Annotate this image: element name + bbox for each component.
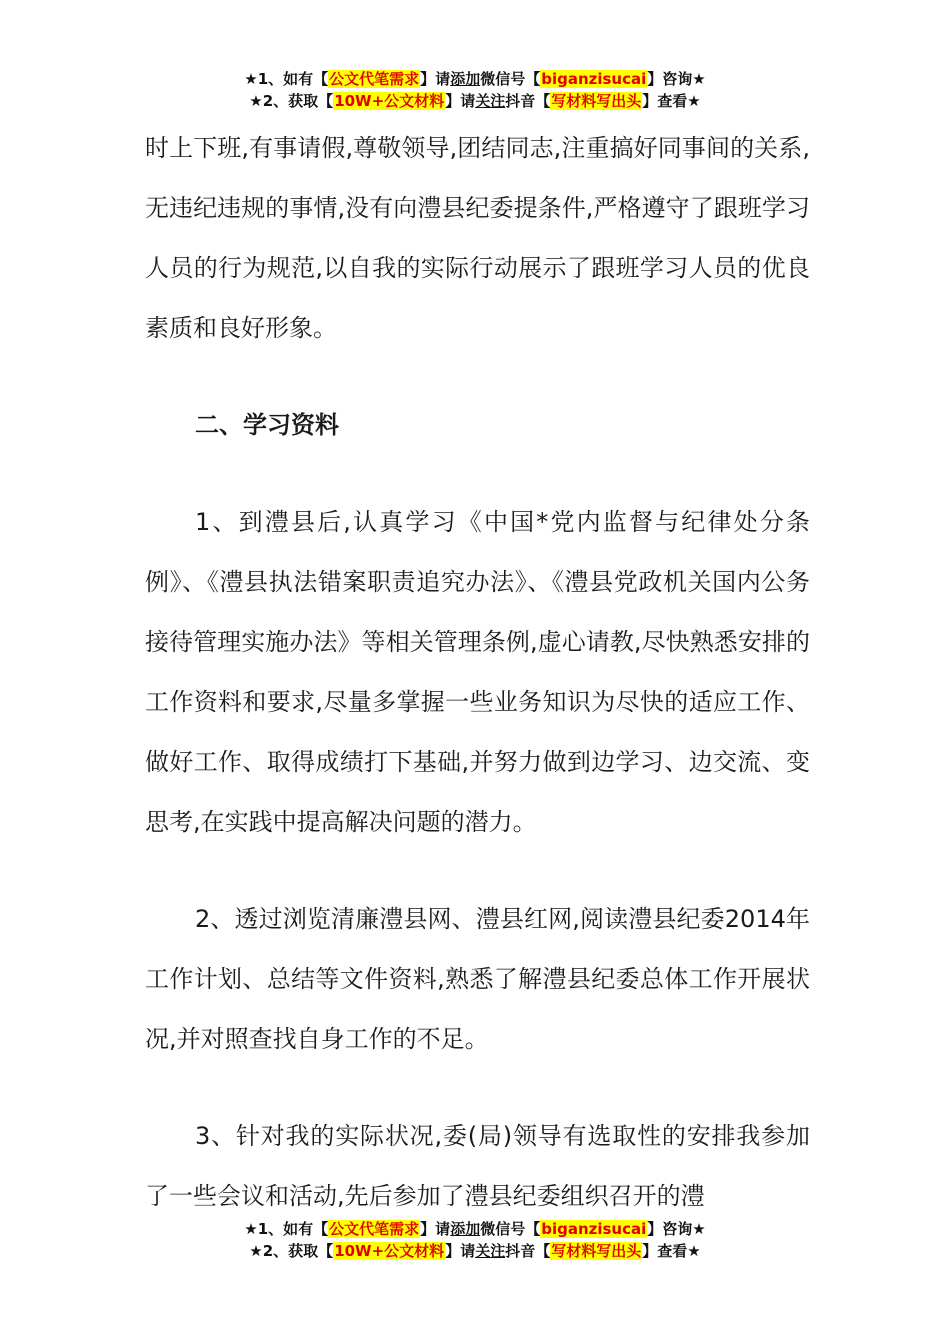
banner-text: 微信号【 [480,1220,541,1238]
banner-highlight: biganzisucai [541,1220,647,1238]
banner-text: 抖音【 [505,92,551,110]
banner-highlight: 公文代笔需求 [329,1220,420,1238]
banner-highlight: 10W+公文材料 [334,92,445,110]
banner-highlight: 公文代笔需求 [329,70,420,88]
banner-line-1 [0,1218,950,1240]
banner-text: 】请 [445,92,476,110]
banner-underlined-text: 关注 [475,92,506,110]
banner-line-2 [0,90,950,112]
banner-text: ★2、获取【 [249,1242,334,1260]
paragraph-gap [145,852,810,889]
banner-highlight: biganzisucai [541,70,647,88]
banner-line-2 [0,1240,950,1262]
section-heading: 二、学习资料 [195,411,339,439]
banner-underlined-text: 添加 [450,70,481,88]
paragraph-1: 1、到澧县后,认真学习《中国*党内监督与纪律处分条例》、《澧县执法错案职责追究办法》、《澧县党政机关国内公务接待管理实施办法》等相关管理条例,虚心请教,尽快熟悉安排的工作资料和要求,尽量多掌握一些业务知识为尽快的适应工作、做好工作、取得成绩打下基础,并努力做到边学习、边交流、变思考,在实践中提高解决问题的潜力。 [145,508,810,836]
banner-text: 抖音【 [505,1242,551,1260]
banner-text: ★2、获取【 [249,92,334,110]
banner-underlined-text: 添加 [450,1220,481,1238]
banner-text: 】咨询★ [647,1220,706,1238]
banner-text: 】请 [420,1220,451,1238]
document-body [145,118,810,1226]
banner-text: ★1、如有【 [244,1220,329,1238]
banner-text: 】查看★ [642,1242,701,1260]
banner-text: 】咨询★ [647,70,706,88]
paragraph-gap [145,1069,810,1106]
banner-text: 】请 [420,70,451,88]
banner-line-1 [0,68,950,90]
banner-text: 微信号【 [480,70,541,88]
banner-highlight: 写材料写出头 [551,92,642,110]
banner-underlined-text: 关注 [475,1242,506,1260]
header-banner [0,68,950,112]
banner-text: ★1、如有【 [244,70,329,88]
banner-text: 】请 [445,1242,476,1260]
paragraph-intro: 时上下班,有事请假,尊敬领导,团结同志,注重搞好同事间的关系,无违纪违规的事情,没有向澧县纪委提条件,严格遵守了跟班学习人员的行为规范,以自我的实际行动展示了跟班学习人员的优良素质和良好形象。 [145,134,810,342]
banner-text: 】查看★ [642,92,701,110]
paragraph-3: 3、针对我的实际状况,委(局)领导有选取性的安排我参加了一些会议和活动,先后参加了澧县纪委组织召开的澧 [145,1122,810,1210]
footer-banner [0,1218,950,1262]
paragraph-2: 2、透过浏览清廉澧县网、澧县红网,阅读澧县纪委2014年工作计划、总结等文件资料,熟悉了解澧县纪委总体工作开展状况,并对照查找自身工作的不足。 [145,905,810,1053]
banner-highlight: 写材料写出头 [551,1242,642,1260]
banner-highlight: 10W+公文材料 [334,1242,445,1260]
